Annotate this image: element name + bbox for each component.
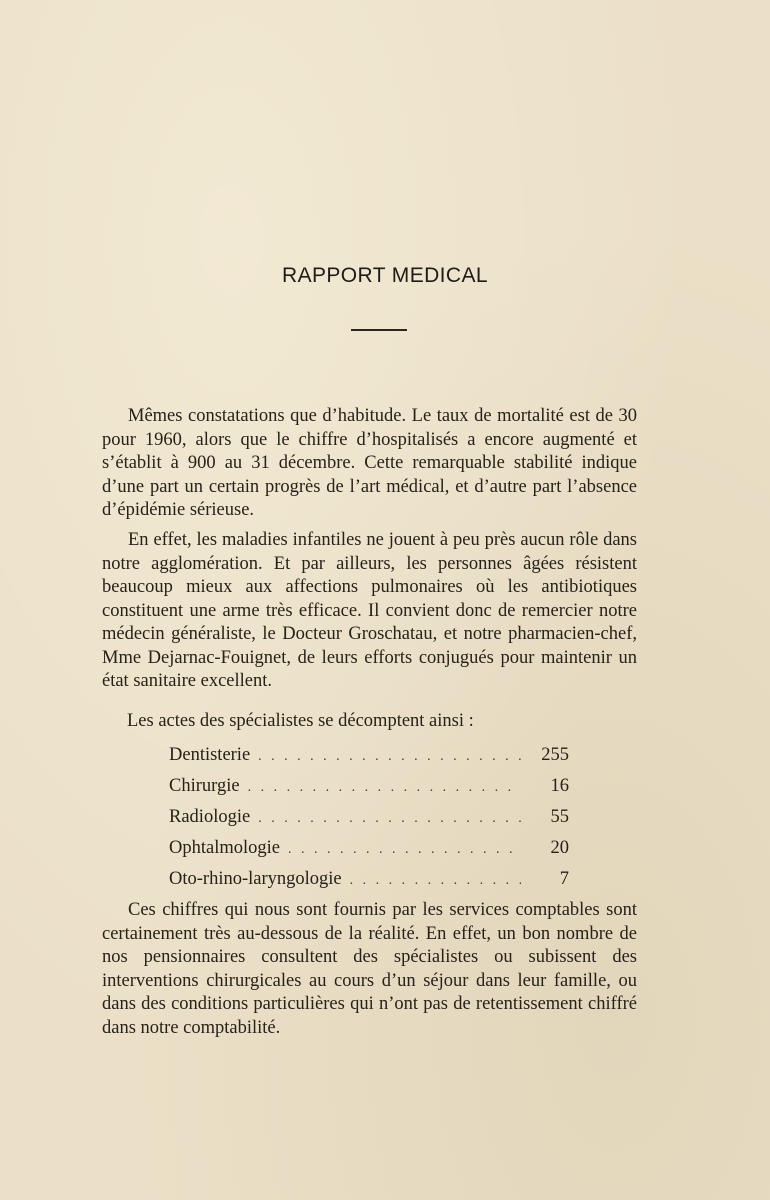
list-item-label: Chirurgie — [169, 776, 240, 796]
paragraph-3: Ces chiffres qui nous sont fournis par les services comptables sont certainement très au-dessous de la réalité. En effet, un bon nombre de nos pensionnaires consultent des spécialistes ou subissent des interventions chirurgicales au cours d’un séjour dans leur famille, ou dans des conditions particulières qui n’ont pas de retentissement chiffré dans notre comptabilité. — [102, 900, 637, 1038]
dot-leader — [350, 873, 521, 889]
paragraph-1: Mêmes constatations que d’habitude. Le taux de mortalité est de 30 pour 1960, alors que le chiffre d’hospitalisés a encore augmenté et s’établit à 900 au 31 décembre. Cette remarquable stabilité indique d’une part un certain progrès de l’art médical, et d’autre part l’absence d’épidémie sérieuse. — [102, 406, 637, 520]
list-item-value: 7 — [559, 869, 569, 889]
paragraph-1-block — [102, 405, 637, 523]
paragraph-2: En effet, les maladies infantiles ne jouent à peu près aucun rôle dans notre agglomération. Et par ailleurs, les personnes âgées résistent beaucoup mieux aux affections pulmonaires où les antibiotiques constituent une arme très efficace. Il convient donc de remercier notre médecin généraliste, le Docteur Groschatau, et notre pharmacien-chef, Mme Dejarnac-Fouignet, de leurs efforts conjugués pour maintenir un état sanitaire excellent. — [102, 530, 637, 691]
list-intro: Les actes des spécialistes se décomptent ainsi : — [127, 711, 474, 731]
list-item-value: 55 — [550, 807, 569, 827]
page-title: RAPPORT MEDICAL — [282, 264, 488, 287]
list-item-value: 16 — [550, 776, 569, 796]
paragraph-2-block — [102, 529, 637, 694]
title-divider — [351, 329, 407, 331]
list-item-label: Radiologie — [169, 807, 251, 827]
list-item-label: Ophtalmologie — [169, 838, 280, 858]
dot-leader — [258, 749, 521, 765]
list-item — [169, 776, 569, 807]
dot-leader — [258, 811, 521, 827]
list-item-label: Dentisterie — [169, 745, 251, 765]
paragraph-3-block — [102, 899, 637, 1040]
specialties-list — [169, 745, 569, 900]
list-item — [169, 869, 569, 900]
list-item — [169, 745, 569, 776]
list-item — [169, 807, 569, 838]
list-item-value: 255 — [541, 745, 569, 765]
list-item-value: 20 — [550, 838, 569, 858]
dot-leader — [248, 780, 521, 796]
list-item — [169, 838, 569, 869]
dot-leader — [288, 842, 521, 858]
list-item-label: Oto-rhino-laryngologie — [169, 869, 342, 889]
